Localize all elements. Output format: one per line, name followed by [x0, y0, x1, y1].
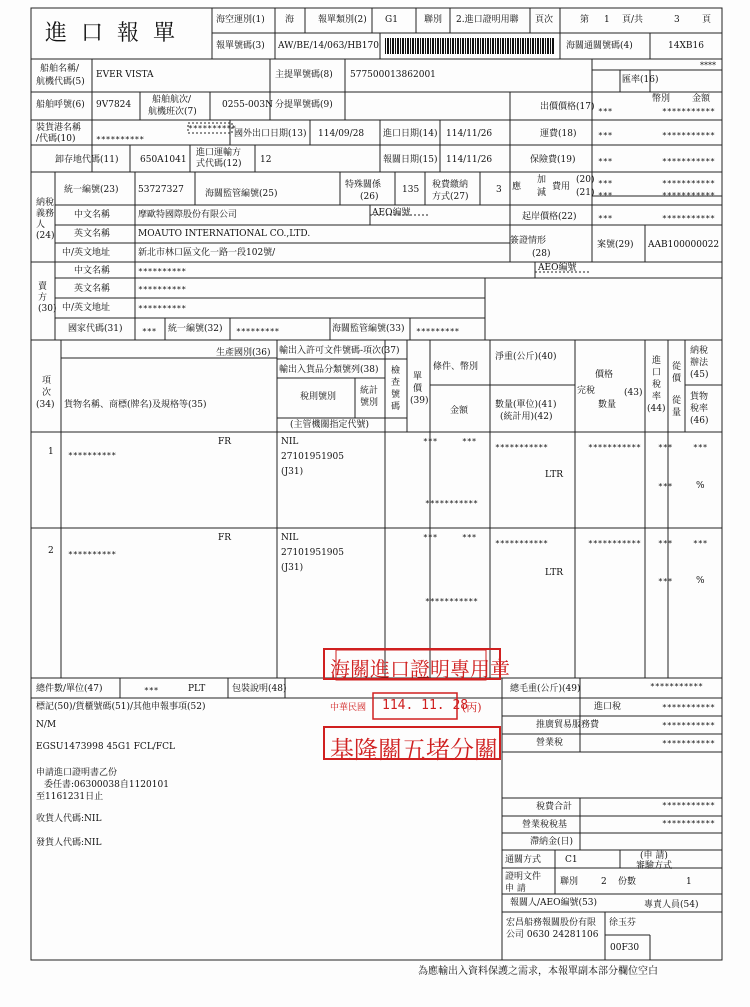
mode-label-3: 從	[672, 396, 682, 406]
discharge-value: 650A1041	[140, 155, 187, 165]
item-origin: FR	[218, 533, 232, 543]
unit-label-3: (39)	[410, 396, 429, 406]
hbl-label: 分提單號碼(9)	[275, 100, 333, 110]
item-label-3: (34)	[36, 400, 55, 410]
value-label-1: 價格	[595, 370, 614, 380]
item-unit: LTR	[545, 470, 564, 480]
check-label-4: 碼	[391, 402, 401, 412]
type-label: 報單類別(2)	[318, 15, 367, 25]
item-permit: NIL	[281, 533, 299, 543]
page-total: 3	[674, 15, 680, 25]
broker-no: 公司 0630 24281106	[506, 930, 599, 940]
page-suffix: 頁	[702, 15, 712, 25]
late-fee-label: 滯納金(日)	[530, 837, 574, 847]
report-date-value: 114/11/26	[446, 155, 493, 165]
freight-label: 運費(18)	[540, 129, 577, 139]
copy-value: 2.進口證明用聯	[456, 15, 519, 25]
ccc-label: 輸出入貨品分類號列(38)	[279, 365, 379, 375]
transport-label: 海空運別(1)	[216, 15, 265, 25]
copy-label: 聯別	[424, 15, 443, 25]
importer-cn-value: 摩歐特國際股份有限公司	[138, 210, 238, 220]
tax-method-label-1: 納稅	[690, 346, 709, 356]
rate-label-5: (44)	[647, 404, 666, 414]
export-date-value: 114/09/28	[318, 129, 365, 139]
unit-label-1: 單	[413, 372, 423, 382]
seller-side-label: 賣方(30)	[38, 282, 57, 314]
apply-label-2: 審驗方式	[636, 861, 673, 871]
item-goods-rate: ***	[658, 577, 673, 586]
barcode	[385, 38, 555, 54]
adjust-20: (20)	[576, 175, 595, 185]
item-method: ***	[693, 539, 708, 548]
fob-amount: ***********	[662, 107, 715, 116]
item-pct: %	[696, 481, 705, 491]
item-price-2: ***	[462, 437, 477, 446]
import-date-value: 114/11/26	[446, 129, 493, 139]
marks-line-7: 發貨人代碼:NIL	[36, 838, 102, 848]
rate-label-4: 率	[652, 392, 662, 402]
total-pkg-unit: PLT	[188, 684, 206, 694]
item-label-1: 項	[42, 376, 52, 386]
doc-copy-label: 聯別	[560, 877, 579, 887]
cif-label: 起岸價格(22)	[522, 212, 577, 222]
item-goods-rate: ***	[658, 482, 673, 491]
importer-address-label: 中/英文地址	[62, 248, 111, 258]
qty-label-2: (統計用)(42)	[500, 412, 553, 422]
gross-value: ***********	[650, 682, 703, 691]
item-rate: ***	[658, 443, 673, 452]
currency-label: 幣別	[652, 94, 671, 104]
promo-value: ***********	[662, 721, 715, 730]
seller-monitor-value: *********	[416, 327, 460, 336]
broker-label: 報關人/AEO編號(53)	[510, 898, 597, 908]
item-unit: LTR	[545, 568, 564, 578]
importer-cn-label: 中文名稱	[74, 210, 111, 220]
item-desc: **********	[68, 451, 117, 460]
mbl-value: 577500013862001	[350, 70, 436, 80]
seller-address-label: 中/英文地址	[62, 303, 111, 313]
item-price: ***	[423, 533, 438, 542]
port-label-2: /代碼(10)	[36, 134, 76, 144]
item-net: ***********	[495, 443, 548, 452]
freight-currency: ***	[598, 131, 613, 140]
seller-country-label: 國家代碼(31)	[68, 324, 123, 334]
importer-side-label: 納稅義務人(24)	[36, 198, 55, 241]
check-label-1: 檢	[391, 366, 401, 376]
mbl-label: 主提單號碼(8)	[275, 70, 333, 80]
tax-value: 3	[496, 185, 502, 195]
agent-code: 00F30	[610, 943, 640, 953]
doc-label-2: 申 請	[505, 884, 526, 894]
seller-cn-value: **********	[138, 267, 187, 276]
stamp-date-suffix: (丙)	[462, 701, 482, 714]
net-label: 淨重(公斤)(40)	[495, 352, 557, 362]
seller-id-value: *********	[236, 327, 280, 336]
gross-label: 總毛重(公斤)(49)	[510, 684, 581, 694]
marks-line-6: 收貨人代碼:NIL	[36, 814, 102, 824]
decl-no-label: 報單號碼(3)	[216, 41, 265, 51]
tax-label-1: 稅費繳納	[432, 180, 469, 190]
item-ccc: 27101951905	[281, 452, 344, 462]
total-pkg-label: 總件數/單位(47)	[36, 684, 103, 694]
seller-monitor-label: 海關監管編號(33)	[332, 324, 405, 334]
amount-header-label: 金額	[450, 406, 469, 416]
tool-label-2: 式代碼(12)	[196, 159, 242, 169]
item-price: ***	[423, 437, 438, 446]
importer-monitor-label: 海關監管編號(25)	[205, 189, 278, 199]
adjust-amount-1: ***********	[662, 179, 715, 188]
page-label: 頁次	[535, 15, 554, 25]
marks-line-5: 至1161231日止	[36, 792, 104, 802]
import-tax-label: 進口稅	[594, 702, 622, 712]
import-date-label: 進口日期(14)	[383, 129, 438, 139]
business-tax-value: ***********	[662, 739, 715, 748]
item-method: ***	[693, 443, 708, 452]
clearance-label: 通關方式	[505, 855, 542, 865]
marks-line-1: N/M	[36, 720, 57, 730]
item-ccc: 27101951905	[281, 548, 344, 558]
marks-line-4: 委任書:06300038自1120101	[44, 780, 169, 790]
vessel-no-label: 船舶呼號(6)	[36, 100, 85, 110]
value-label-4: 數量	[598, 400, 617, 410]
amount-label: 金額	[692, 94, 711, 104]
permit-label: 輸出入許可文件號碼-項次(37)	[279, 346, 400, 356]
tax-label-2: 方式(27)	[432, 192, 469, 202]
qty-label-1: 數量(單位)(41)	[495, 400, 557, 410]
broker-name: 宏昌船務報關股份有限	[506, 918, 597, 928]
seller-cn-label: 中文名稱	[74, 266, 111, 276]
stat-label-2: 號別	[360, 398, 379, 408]
importer-id-value: 53727327	[138, 185, 184, 195]
fob-currency: ***	[598, 107, 613, 116]
check-label-2: 查	[391, 378, 401, 388]
item-code: (J31)	[281, 563, 304, 573]
vessel-label-2: 航機代碼(5)	[36, 77, 85, 87]
seller-address-value: **********	[138, 304, 187, 313]
agent-name: 徐玉芬	[609, 918, 637, 928]
page-prefix: 第	[580, 15, 590, 25]
agent-label: 專責人員(54)	[644, 900, 699, 910]
item-no: 1	[48, 447, 54, 457]
special-label-2: (26)	[360, 192, 379, 202]
importer-en-label: 英文名稱	[74, 229, 111, 239]
goods-tax-label-2: 稅率	[690, 404, 709, 414]
decl-no-value: AW/BE/14/063/HB170	[278, 41, 379, 51]
page-title: 進口報單	[45, 21, 190, 46]
tax-method-label-3: (45)	[690, 370, 709, 380]
rate-label-2: 口	[652, 368, 662, 378]
unit-label-2: 價	[413, 384, 423, 394]
customs-code-label: (主管機關指定代號)	[290, 420, 370, 430]
port-value: **********	[96, 135, 145, 144]
report-date-label: 報關日期(15)	[383, 155, 438, 165]
adjust-label-3: 減	[537, 188, 547, 198]
marks-line-2: EGSU1473998 45G1 FCL/FCL	[36, 742, 175, 752]
pkg-desc-label: 包裝說明(48)	[232, 684, 287, 694]
voyage-value: 0255-003N	[222, 100, 273, 110]
container-label-1: 簽證情形	[510, 236, 547, 246]
mode-label-4: 量	[672, 408, 682, 418]
exchange-value: ****	[700, 61, 716, 70]
clearance-value: C1	[565, 855, 578, 865]
adjust-currency-1: ***	[598, 179, 613, 188]
importer-aeo-label: AEO編號	[372, 208, 411, 218]
import-tax-value: ***********	[662, 703, 715, 712]
item-code: (J31)	[281, 467, 304, 477]
customs-label: 海關通關號碼(4)	[566, 41, 633, 51]
page-current: 1	[604, 15, 610, 25]
cif-amount: ***********	[662, 214, 715, 223]
adjust-label-1: 應	[512, 182, 522, 192]
type-value: G1	[385, 15, 398, 25]
desc-label: 貨物名稱、商標(牌名)及規格等(35)	[64, 400, 207, 410]
item-label-2: 次	[42, 388, 52, 398]
export-date-label: 國外出口日期(13)	[234, 129, 307, 139]
cif-currency: ***	[598, 214, 613, 223]
adjust-amount-2: ***********	[662, 191, 715, 200]
doc-count-label: 份數	[618, 877, 637, 887]
tool-value: 12	[260, 155, 272, 165]
seller-en-value: **********	[138, 285, 187, 294]
item-pct: %	[696, 576, 705, 586]
stamp-date: 114. 11. 28	[382, 698, 469, 713]
footer-note: 為應輸出入資料保護之需求，本報單副本部分欄位空白	[418, 966, 658, 977]
stat-label-1: 統計	[360, 386, 379, 396]
total-tax-value: ***********	[662, 801, 715, 810]
value-label-3: (43)	[624, 388, 643, 398]
item-price-2: ***	[462, 533, 477, 542]
doc-copy-value: 2	[601, 877, 607, 887]
origin-label: 生產國別(36)	[216, 348, 271, 358]
item-net: ***********	[495, 539, 548, 548]
item-amount: ***********	[425, 597, 478, 606]
container-label-2: (28)	[532, 249, 551, 259]
doc-label-1: 證明文件	[505, 872, 542, 882]
voyage-label-2: 航機班次(7)	[148, 107, 197, 117]
adjust-currency-2: ***	[598, 191, 613, 200]
mode-label-2: 價	[672, 374, 682, 384]
port-label-1: 裝貨港名稱	[36, 123, 82, 133]
goods-tax-label-1: 貨物	[690, 392, 709, 402]
item-amount: ***********	[425, 499, 478, 508]
tax-method-label-2: 辦法	[690, 358, 709, 368]
special-value: 135	[402, 185, 420, 195]
item-value: ***********	[588, 539, 641, 548]
seller-country-value: ***	[142, 327, 157, 336]
port-box: **********	[188, 124, 237, 133]
importer-en-value: MOAUTO INTERNATIONAL CO.,LTD.	[138, 229, 311, 239]
special-label-1: 特殊關係	[345, 180, 382, 190]
freight-amount: ***********	[662, 131, 715, 140]
rate-label-1: 進	[652, 356, 662, 366]
stamp-bottom-text: 基隆關五堵分關	[330, 736, 498, 764]
importer-address-value: 新北市林口區文化一路一段102號/	[138, 248, 276, 258]
discharge-label: 卸存地代碼(11)	[55, 155, 119, 165]
total-tax-label: 稅費合計	[536, 802, 573, 812]
insurance-amount: ***********	[662, 157, 715, 166]
vessel-label-1: 船舶名稱/	[40, 64, 80, 74]
adjust-21: (21)	[576, 188, 595, 198]
marks-label: 標記(50)/貨櫃號碼(51)/其他申報事項(52)	[36, 702, 206, 712]
adjust-label-4: 費用	[552, 182, 571, 192]
insurance-currency: ***	[598, 157, 613, 166]
business-tax-label: 營業稅	[536, 738, 564, 748]
item-rate: ***	[658, 539, 673, 548]
fob-label: 出價價格(17)	[540, 102, 595, 112]
vessel-value: EVER VISTA	[96, 70, 154, 80]
adjust-label-2: 加	[537, 175, 547, 185]
case-label: 案號(29)	[597, 240, 634, 250]
seller-aeo-label: AEO編號	[538, 263, 577, 273]
insurance-label: 保險費(19)	[530, 155, 576, 165]
item-no: 2	[48, 546, 54, 556]
exchange-label: 匯率(16)	[622, 75, 659, 85]
rate-label-3: 稅	[652, 380, 662, 390]
transport-value: 海	[285, 15, 295, 25]
page-sep: 頁/共	[622, 15, 644, 25]
item-origin: FR	[218, 437, 232, 447]
case-value: AAB100000022	[648, 240, 720, 250]
business-tax-base-value: ***********	[662, 819, 715, 828]
mode-label-1: 從	[672, 362, 682, 372]
stamp-date-prefix: 中華民國	[330, 703, 367, 713]
total-pkg-value: ***	[144, 686, 159, 695]
goods-tax-label-3: (46)	[690, 416, 709, 426]
item-desc: **********	[68, 550, 117, 559]
promo-label: 推廣貿易服務費	[536, 720, 600, 730]
check-label-3: 號	[391, 390, 401, 400]
terms-label: 條件、幣別	[433, 362, 479, 372]
doc-count-value: 1	[686, 877, 692, 887]
stamp-top-text: 海關進口證明專用章	[330, 657, 510, 681]
seller-id-label: 統一編號(32)	[168, 324, 223, 334]
tax-no-label: 稅則號別	[300, 392, 337, 402]
apply-label-1: (申 請)	[640, 851, 668, 861]
value-label-2: 完稅	[577, 386, 596, 396]
business-tax-base-label: 營業稅稅基	[522, 820, 568, 830]
voyage-label-1: 船舶航次/	[152, 95, 192, 105]
seller-en-label: 英文名稱	[74, 284, 111, 294]
importer-id-label: 統一編號(23)	[64, 185, 119, 195]
item-permit: NIL	[281, 437, 299, 447]
marks-line-3: 申請進口證明書乙份	[36, 768, 118, 778]
vessel-no-value: 9V7824	[96, 100, 132, 110]
tool-label-1: 進口運輸方	[196, 148, 242, 158]
item-value: ***********	[588, 443, 641, 452]
customs-value: 14XB16	[668, 41, 704, 51]
